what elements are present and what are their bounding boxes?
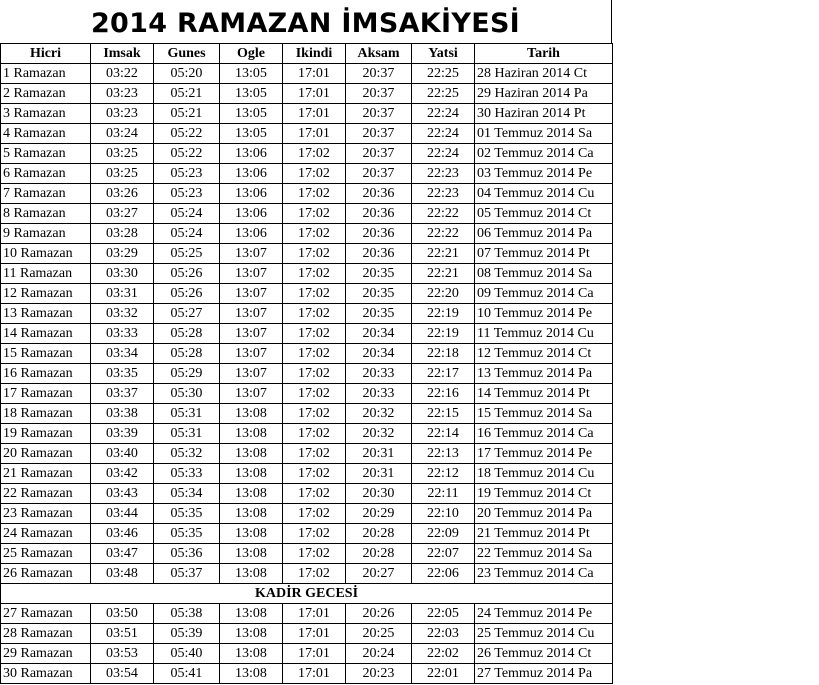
cell-ogle: 13:06 (220, 184, 283, 204)
cell-aksam: 20:36 (346, 224, 412, 244)
cell-aksam: 20:27 (346, 564, 412, 584)
cell-ikindi: 17:02 (283, 444, 346, 464)
cell-gunes: 05:24 (154, 224, 220, 244)
table-row (1, 244, 613, 264)
cell-ogle: 13:08 (220, 524, 283, 544)
table-row (1, 164, 613, 184)
cell-aksam: 20:26 (346, 604, 412, 624)
cell-gunes: 05:41 (154, 664, 220, 684)
cell-imsak: 03:31 (91, 284, 154, 304)
cell-yatsi: 22:25 (412, 64, 475, 84)
cell-gunes: 05:23 (154, 164, 220, 184)
cell-hicri: 10 Ramazan (1, 244, 91, 264)
cell-yatsi: 22:02 (412, 644, 475, 664)
cell-gunes: 05:20 (154, 64, 220, 84)
cell-ikindi: 17:01 (283, 604, 346, 624)
cell-ogle: 13:08 (220, 424, 283, 444)
cell-aksam: 20:36 (346, 184, 412, 204)
cell-hicri: 3 Ramazan (1, 104, 91, 124)
cell-yatsi: 22:15 (412, 404, 475, 424)
cell-ogle: 13:08 (220, 504, 283, 524)
cell-imsak: 03:34 (91, 344, 154, 364)
cell-tarih: 28 Haziran 2014 Ct (475, 64, 613, 84)
cell-ogle: 13:08 (220, 444, 283, 464)
cell-imsak: 03:25 (91, 144, 154, 164)
cell-ikindi: 17:02 (283, 424, 346, 444)
cell-hicri: 30 Ramazan (1, 664, 91, 684)
cell-tarih: 07 Temmuz 2014 Pt (475, 244, 613, 264)
cell-gunes: 05:30 (154, 384, 220, 404)
cell-yatsi: 22:19 (412, 304, 475, 324)
table-row (1, 304, 613, 324)
cell-hicri: 14 Ramazan (1, 324, 91, 344)
cell-aksam: 20:37 (346, 144, 412, 164)
cell-gunes: 05:22 (154, 144, 220, 164)
cell-hicri: 23 Ramazan (1, 504, 91, 524)
table-row (1, 484, 613, 504)
cell-imsak: 03:30 (91, 264, 154, 284)
cell-hicri: 20 Ramazan (1, 444, 91, 464)
cell-ogle: 13:08 (220, 484, 283, 504)
table-row (1, 644, 613, 664)
table-row (1, 264, 613, 284)
prayer-times-table (0, 43, 613, 684)
cell-yatsi: 22:07 (412, 544, 475, 564)
cell-gunes: 05:27 (154, 304, 220, 324)
cell-tarih: 29 Haziran 2014 Pa (475, 84, 613, 104)
header-ikindi: Ikindi (283, 44, 346, 64)
cell-ogle: 13:08 (220, 624, 283, 644)
header-ogle: Ogle (220, 44, 283, 64)
cell-gunes: 05:31 (154, 424, 220, 444)
cell-yatsi: 22:10 (412, 504, 475, 524)
cell-gunes: 05:24 (154, 204, 220, 224)
cell-imsak: 03:48 (91, 564, 154, 584)
cell-imsak: 03:44 (91, 504, 154, 524)
cell-ikindi: 17:01 (283, 644, 346, 664)
cell-hicri: 11 Ramazan (1, 264, 91, 284)
cell-ikindi: 17:02 (283, 144, 346, 164)
cell-hicri: 16 Ramazan (1, 364, 91, 384)
cell-ogle: 13:05 (220, 84, 283, 104)
header-imsak: Imsak (91, 44, 154, 64)
cell-aksam: 20:37 (346, 104, 412, 124)
cell-aksam: 20:34 (346, 324, 412, 344)
cell-ikindi: 17:02 (283, 164, 346, 184)
cell-imsak: 03:24 (91, 124, 154, 144)
cell-imsak: 03:23 (91, 104, 154, 124)
cell-tarih: 03 Temmuz 2014 Pe (475, 164, 613, 184)
cell-aksam: 20:35 (346, 264, 412, 284)
cell-tarih: 27 Temmuz 2014 Pa (475, 664, 613, 684)
cell-hicri: 1 Ramazan (1, 64, 91, 84)
cell-ogle: 13:06 (220, 144, 283, 164)
cell-ogle: 13:07 (220, 304, 283, 324)
cell-imsak: 03:42 (91, 464, 154, 484)
table-row (1, 344, 613, 364)
cell-aksam: 20:28 (346, 524, 412, 544)
cell-yatsi: 22:01 (412, 664, 475, 684)
cell-ogle: 13:08 (220, 664, 283, 684)
cell-aksam: 20:33 (346, 364, 412, 384)
separator-section (1, 584, 613, 604)
cell-ogle: 13:05 (220, 64, 283, 84)
cell-yatsi: 22:23 (412, 164, 475, 184)
cell-ogle: 13:07 (220, 264, 283, 284)
cell-tarih: 30 Haziran 2014 Pt (475, 104, 613, 124)
cell-ogle: 13:08 (220, 544, 283, 564)
cell-imsak: 03:46 (91, 524, 154, 544)
cell-imsak: 03:39 (91, 424, 154, 444)
cell-imsak: 03:38 (91, 404, 154, 424)
cell-ikindi: 17:02 (283, 464, 346, 484)
cell-aksam: 20:37 (346, 64, 412, 84)
cell-yatsi: 22:25 (412, 84, 475, 104)
cell-hicri: 21 Ramazan (1, 464, 91, 484)
cell-imsak: 03:53 (91, 644, 154, 664)
cell-aksam: 20:29 (346, 504, 412, 524)
cell-gunes: 05:38 (154, 604, 220, 624)
table-row (1, 364, 613, 384)
cell-ikindi: 17:02 (283, 204, 346, 224)
table-row (1, 564, 613, 584)
cell-gunes: 05:35 (154, 524, 220, 544)
cell-yatsi: 22:06 (412, 564, 475, 584)
cell-ogle: 13:05 (220, 124, 283, 144)
cell-ogle: 13:07 (220, 284, 283, 304)
cell-hicri: 19 Ramazan (1, 424, 91, 444)
cell-ikindi: 17:02 (283, 244, 346, 264)
table-row (1, 124, 613, 144)
cell-imsak: 03:32 (91, 304, 154, 324)
cell-imsak: 03:22 (91, 64, 154, 84)
table-row (1, 284, 613, 304)
cell-aksam: 20:37 (346, 124, 412, 144)
cell-imsak: 03:43 (91, 484, 154, 504)
cell-imsak: 03:33 (91, 324, 154, 344)
kadir-gecesi-label: KADİR GECESİ (1, 584, 613, 604)
cell-gunes: 05:26 (154, 264, 220, 284)
cell-tarih: 12 Temmuz 2014 Ct (475, 344, 613, 364)
cell-imsak: 03:54 (91, 664, 154, 684)
cell-gunes: 05:25 (154, 244, 220, 264)
cell-aksam: 20:30 (346, 484, 412, 504)
cell-imsak: 03:26 (91, 184, 154, 204)
table-row (1, 84, 613, 104)
header-aksam: Aksam (346, 44, 412, 64)
cell-gunes: 05:35 (154, 504, 220, 524)
cell-hicri: 7 Ramazan (1, 184, 91, 204)
cell-tarih: 25 Temmuz 2014 Cu (475, 624, 613, 644)
cell-ikindi: 17:02 (283, 324, 346, 344)
cell-ikindi: 17:02 (283, 564, 346, 584)
cell-tarih: 16 Temmuz 2014 Ca (475, 424, 613, 444)
cell-aksam: 20:25 (346, 624, 412, 644)
cell-yatsi: 22:05 (412, 604, 475, 624)
cell-hicri: 17 Ramazan (1, 384, 91, 404)
cell-imsak: 03:29 (91, 244, 154, 264)
page-title: 2014 RAMAZAN İMSAKİYESİ (0, 0, 612, 43)
cell-hicri: 27 Ramazan (1, 604, 91, 624)
cell-ikindi: 17:02 (283, 384, 346, 404)
table-row (1, 324, 613, 344)
header-tarih: Tarih (475, 44, 613, 64)
cell-ikindi: 17:02 (283, 264, 346, 284)
cell-aksam: 20:32 (346, 424, 412, 444)
cell-yatsi: 22:14 (412, 424, 475, 444)
table-row (1, 144, 613, 164)
cell-yatsi: 22:21 (412, 264, 475, 284)
cell-aksam: 20:35 (346, 304, 412, 324)
cell-ikindi: 17:02 (283, 184, 346, 204)
cell-gunes: 05:32 (154, 444, 220, 464)
cell-tarih: 10 Temmuz 2014 Pe (475, 304, 613, 324)
table-row (1, 424, 613, 444)
cell-gunes: 05:21 (154, 84, 220, 104)
cell-hicri: 15 Ramazan (1, 344, 91, 364)
cell-yatsi: 22:12 (412, 464, 475, 484)
cell-tarih: 24 Temmuz 2014 Pe (475, 604, 613, 624)
table-row (1, 104, 613, 124)
cell-aksam: 20:31 (346, 464, 412, 484)
cell-tarih: 20 Temmuz 2014 Pa (475, 504, 613, 524)
header-yatsi: Yatsi (412, 44, 475, 64)
table-row (1, 464, 613, 484)
cell-ikindi: 17:01 (283, 624, 346, 644)
cell-gunes: 05:34 (154, 484, 220, 504)
cell-gunes: 05:26 (154, 284, 220, 304)
cell-tarih: 01 Temmuz 2014 Sa (475, 124, 613, 144)
cell-ogle: 13:07 (220, 364, 283, 384)
cell-imsak: 03:50 (91, 604, 154, 624)
cell-ikindi: 17:01 (283, 664, 346, 684)
cell-ogle: 13:07 (220, 244, 283, 264)
cell-gunes: 05:40 (154, 644, 220, 664)
cell-ikindi: 17:02 (283, 524, 346, 544)
cell-aksam: 20:36 (346, 244, 412, 264)
cell-aksam: 20:33 (346, 384, 412, 404)
cell-tarih: 14 Temmuz 2014 Pt (475, 384, 613, 404)
table-row (1, 444, 613, 464)
cell-ikindi: 17:01 (283, 124, 346, 144)
cell-yatsi: 22:22 (412, 224, 475, 244)
cell-tarih: 09 Temmuz 2014 Ca (475, 284, 613, 304)
cell-tarih: 22 Temmuz 2014 Sa (475, 544, 613, 564)
table-row (1, 504, 613, 524)
cell-imsak: 03:25 (91, 164, 154, 184)
header-hicri: Hicri (1, 44, 91, 64)
cell-ogle: 13:05 (220, 104, 283, 124)
cell-imsak: 03:23 (91, 84, 154, 104)
table-row (1, 64, 613, 84)
cell-aksam: 20:36 (346, 204, 412, 224)
cell-gunes: 05:31 (154, 404, 220, 424)
cell-ogle: 13:06 (220, 224, 283, 244)
cell-tarih: 15 Temmuz 2014 Sa (475, 404, 613, 424)
cell-yatsi: 22:17 (412, 364, 475, 384)
cell-yatsi: 22:03 (412, 624, 475, 644)
cell-tarih: 05 Temmuz 2014 Ct (475, 204, 613, 224)
cell-hicri: 25 Ramazan (1, 544, 91, 564)
cell-ogle: 13:08 (220, 564, 283, 584)
table-body-after (1, 604, 613, 684)
cell-aksam: 20:24 (346, 644, 412, 664)
cell-gunes: 05:36 (154, 544, 220, 564)
table-row (1, 524, 613, 544)
cell-hicri: 6 Ramazan (1, 164, 91, 184)
cell-hicri: 18 Ramazan (1, 404, 91, 424)
cell-gunes: 05:21 (154, 104, 220, 124)
cell-yatsi: 22:19 (412, 324, 475, 344)
cell-imsak: 03:37 (91, 384, 154, 404)
cell-ogle: 13:07 (220, 324, 283, 344)
table-row (1, 384, 613, 404)
cell-tarih: 23 Temmuz 2014 Ca (475, 564, 613, 584)
cell-aksam: 20:31 (346, 444, 412, 464)
cell-hicri: 22 Ramazan (1, 484, 91, 504)
cell-gunes: 05:39 (154, 624, 220, 644)
cell-hicri: 24 Ramazan (1, 524, 91, 544)
cell-gunes: 05:37 (154, 564, 220, 584)
cell-tarih: 21 Temmuz 2014 Pt (475, 524, 613, 544)
cell-yatsi: 22:21 (412, 244, 475, 264)
cell-hicri: 28 Ramazan (1, 624, 91, 644)
cell-ogle: 13:06 (220, 204, 283, 224)
cell-imsak: 03:28 (91, 224, 154, 244)
cell-hicri: 5 Ramazan (1, 144, 91, 164)
cell-ogle: 13:08 (220, 644, 283, 664)
cell-ikindi: 17:01 (283, 84, 346, 104)
cell-yatsi: 22:22 (412, 204, 475, 224)
table-body (1, 64, 613, 584)
cell-yatsi: 22:18 (412, 344, 475, 364)
cell-yatsi: 22:13 (412, 444, 475, 464)
cell-imsak: 03:51 (91, 624, 154, 644)
cell-yatsi: 22:24 (412, 144, 475, 164)
cell-ikindi: 17:02 (283, 344, 346, 364)
cell-hicri: 2 Ramazan (1, 84, 91, 104)
cell-ogle: 13:06 (220, 164, 283, 184)
cell-tarih: 18 Temmuz 2014 Cu (475, 464, 613, 484)
cell-tarih: 11 Temmuz 2014 Cu (475, 324, 613, 344)
cell-ikindi: 17:02 (283, 504, 346, 524)
cell-aksam: 20:37 (346, 164, 412, 184)
cell-ogle: 13:07 (220, 384, 283, 404)
cell-yatsi: 22:23 (412, 184, 475, 204)
cell-imsak: 03:27 (91, 204, 154, 224)
cell-ikindi: 17:02 (283, 404, 346, 424)
header-gunes: Gunes (154, 44, 220, 64)
cell-yatsi: 22:09 (412, 524, 475, 544)
cell-aksam: 20:23 (346, 664, 412, 684)
cell-yatsi: 22:11 (412, 484, 475, 504)
cell-ogle: 13:08 (220, 464, 283, 484)
cell-aksam: 20:28 (346, 544, 412, 564)
cell-aksam: 20:32 (346, 404, 412, 424)
table-row (1, 404, 613, 424)
table-row (1, 544, 613, 564)
cell-tarih: 26 Temmuz 2014 Ct (475, 644, 613, 664)
cell-ikindi: 17:02 (283, 304, 346, 324)
cell-ogle: 13:08 (220, 604, 283, 624)
table-row (1, 664, 613, 684)
cell-gunes: 05:28 (154, 324, 220, 344)
cell-ogle: 13:08 (220, 404, 283, 424)
separator-row (1, 584, 613, 604)
cell-hicri: 26 Ramazan (1, 564, 91, 584)
header-row (1, 44, 613, 64)
cell-gunes: 05:33 (154, 464, 220, 484)
cell-yatsi: 22:20 (412, 284, 475, 304)
cell-ogle: 13:07 (220, 344, 283, 364)
cell-ikindi: 17:02 (283, 484, 346, 504)
cell-gunes: 05:22 (154, 124, 220, 144)
cell-gunes: 05:29 (154, 364, 220, 384)
cell-tarih: 04 Temmuz 2014 Cu (475, 184, 613, 204)
cell-aksam: 20:34 (346, 344, 412, 364)
table-row (1, 184, 613, 204)
cell-tarih: 19 Temmuz 2014 Ct (475, 484, 613, 504)
cell-ikindi: 17:02 (283, 224, 346, 244)
cell-yatsi: 22:16 (412, 384, 475, 404)
cell-aksam: 20:37 (346, 84, 412, 104)
cell-aksam: 20:35 (346, 284, 412, 304)
cell-hicri: 12 Ramazan (1, 284, 91, 304)
table-row (1, 224, 613, 244)
table-row (1, 624, 613, 644)
table-row (1, 204, 613, 224)
cell-imsak: 03:47 (91, 544, 154, 564)
cell-ikindi: 17:02 (283, 544, 346, 564)
cell-hicri: 9 Ramazan (1, 224, 91, 244)
cell-yatsi: 22:24 (412, 104, 475, 124)
cell-tarih: 02 Temmuz 2014 Ca (475, 144, 613, 164)
cell-tarih: 06 Temmuz 2014 Pa (475, 224, 613, 244)
cell-yatsi: 22:24 (412, 124, 475, 144)
cell-ikindi: 17:02 (283, 284, 346, 304)
cell-tarih: 13 Temmuz 2014 Pa (475, 364, 613, 384)
cell-hicri: 4 Ramazan (1, 124, 91, 144)
cell-gunes: 05:28 (154, 344, 220, 364)
cell-tarih: 08 Temmuz 2014 Sa (475, 264, 613, 284)
cell-tarih: 17 Temmuz 2014 Pe (475, 444, 613, 464)
cell-hicri: 8 Ramazan (1, 204, 91, 224)
cell-gunes: 05:23 (154, 184, 220, 204)
cell-imsak: 03:35 (91, 364, 154, 384)
cell-ikindi: 17:01 (283, 104, 346, 124)
cell-imsak: 03:40 (91, 444, 154, 464)
cell-hicri: 29 Ramazan (1, 644, 91, 664)
cell-ikindi: 17:02 (283, 364, 346, 384)
table-row (1, 604, 613, 624)
cell-ikindi: 17:01 (283, 64, 346, 84)
cell-hicri: 13 Ramazan (1, 304, 91, 324)
